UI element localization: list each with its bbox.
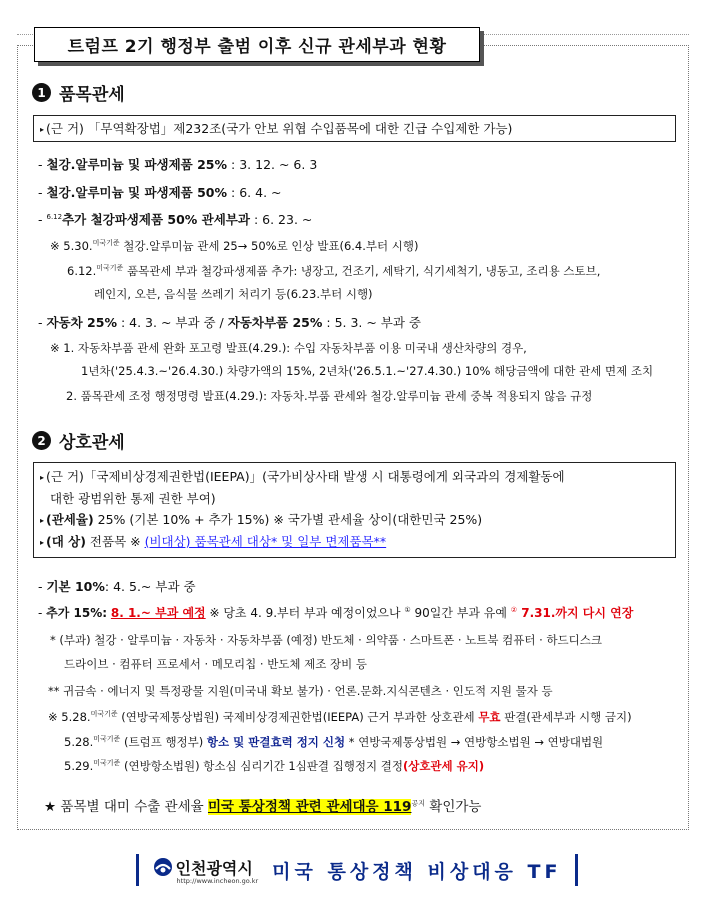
triangle-bullet-icon: ▸ <box>40 473 45 482</box>
section2-title: 상호관세 <box>59 433 125 453</box>
footer-right-bar <box>575 854 578 886</box>
triangle-bullet-icon: ▸ <box>40 125 45 134</box>
star-note-1: * (부과) 철강 · 알루미늄 · 자동차 · 자동차부품 (예정) 반도체 · 의약품 · 스마트폰 · 노트북 컴퓨터 · 하드디스크 <box>50 633 602 647</box>
auto-note1-cont: 1년차('25.4.3.~'26.4.30.) 차량가액의 15%, 2년차('26.5.1.~'27.4.30.) 10% 해당금액에 대한 관세 면제 조치 <box>81 364 654 378</box>
note-derivative-added-cont: 레인지, 오븐, 음식물 쓰레기 처리기 등(6.23.부터 시행) <box>94 287 373 301</box>
item-auto: - 자동차 25% : 4. 3. ~ 부과 중 / 자동차부품 25% : 5. 3. ~ 부과 중 <box>38 315 422 330</box>
tariff-check-note: ★ 품목별 대미 수출 관세율 미국 통상정책 관련 관세대응 $119^{공지}$ 확인가능 <box>44 799 482 815</box>
note-steel-raise: ※ 5.30.$^{미국기준}$ 철강.알루미늄 관세 25→ 50%로 인상 발표(6.4.부터 시행) <box>50 239 419 253</box>
section1-title: 품목관세 <box>59 85 125 105</box>
section2-number: 2 <box>32 431 51 450</box>
page-title: 트럼프 2기 행정부 출범 이후 신규 관세부과 현황 <box>34 27 480 62</box>
court-ruling-2: 5.28.$^{미국기준}$ (트럼프 행정부) 항소 및 판결효력 정지 신청 * 연방국제통상법원 → 연방항소법원 → 연방대법원 <box>64 735 604 749</box>
non-target-link[interactable]: (비대상) 품목관세 대상* 및 일부 면제품목** <box>144 534 387 549</box>
tariff-119-link[interactable]: 미국 통상정책 관련 관세대응 119 <box>207 799 412 815</box>
footer-left-bar <box>136 854 139 886</box>
section1-number: 1 <box>32 83 51 102</box>
item-steel-50: - 철강.알루미늄 및 파생제품 50% : 6. 4. ~ <box>38 185 282 200</box>
court-ruling-1: ※ 5.28.$^{미국기준}$ (연방국제통상법원) 국제비상경제권한법(IEEPA) 근거 부과한 상호관세 무효 판결(관세부과 시행 금지) <box>48 710 632 724</box>
footer <box>118 852 596 888</box>
section2-heading <box>32 428 125 453</box>
item-steel-derivative: - $^{6.12}$추가 철강파생제품 50% 관세부과 : 6. 23. ~ <box>38 212 313 227</box>
item-add-15: - 추가 15%: 8. 1.~ 부과 예정 ※ 당초 4. 9.부터 부과 예정이었으나 ① 90일간 부과 유예 ② 7.31.까지 다시 연장 <box>38 606 634 620</box>
basis-text: 「무역확장법」제232조(국가 안보 위협 수입품목에 대한 긴급 수입제한 가능) <box>87 121 513 136</box>
triangle-bullet-icon: ▸ <box>40 516 45 525</box>
auto-note2: 2. 품목관세 조정 행정명령 발표(4.29.): 자동차.부품 관세와 철강.알루미늄 관세 중복 적용되지 않음 규정 <box>66 389 593 403</box>
incheon-emblem-icon <box>153 857 173 877</box>
court-ruling-3: 5.29.$^{미국기준}$ (연방항소법원) 항소심 심리기간 1심판결 집행정지 결정(상호관세 유지) <box>64 759 485 773</box>
section1-heading <box>32 80 125 105</box>
section2-basis-box: ▸ (근 거)「국제비상경제권한법(IEEPA)」(국가비상사태 발생 시 대통령에게 외국과의 경제활동에 대한 광범위한 통제 권한 부여) ▸ (관세율) 25% (기본 10% + 추가 15%) ※ 국가별 관세율 상이(대한민국 25%) ▸ (대 상) 전품목 ※ (비대상) 품목관세 대상* 및 일부 면제품목** <box>33 462 676 558</box>
auto-note1: ※ 1. 자동차부품 관세 완화 포고령 발표(4.29.): 수입 자동차부품 이용 미국내 생산차량의 경우, <box>50 341 527 355</box>
item-basic-10: - 기본 10%: 4. 5.~ 부과 중 <box>38 579 196 594</box>
star-note-1-cont: 드라이브 · 컴퓨터 프로세서 · 메모리칩 · 반도체 제조 장비 등 <box>64 657 368 671</box>
star-icon: ★ <box>44 799 57 815</box>
tf-title: 미국 통상정책 비상대응 TF <box>272 860 562 883</box>
section1-basis-box <box>33 115 676 142</box>
triangle-bullet-icon: ▸ <box>40 538 45 547</box>
logo-text: 인천광역시 <box>175 858 253 878</box>
note-derivative-added: 6.12.$^{미국기준}$ 품목관세 부과 철강파생제품 추가: 냉장고, 건조기, 세탁기, 식기세척기, 냉동고, 조리용 스토브, <box>67 264 601 278</box>
star-note-2: ** 귀금속 · 에너지 및 특정광물 지원(미국내 확보 불가) · 언론.문화.지식콘텐츠 · 인도적 지원 물자 등 <box>48 684 553 698</box>
item-steel-25: - 철강.알루미늄 및 파생제품 25% : 3. 12. ~ 6. 3 <box>38 157 318 172</box>
incheon-logo <box>153 856 259 885</box>
logo-url: http://www.incheon.go.kr <box>176 876 259 885</box>
basis-label: (근 거) <box>46 121 84 136</box>
